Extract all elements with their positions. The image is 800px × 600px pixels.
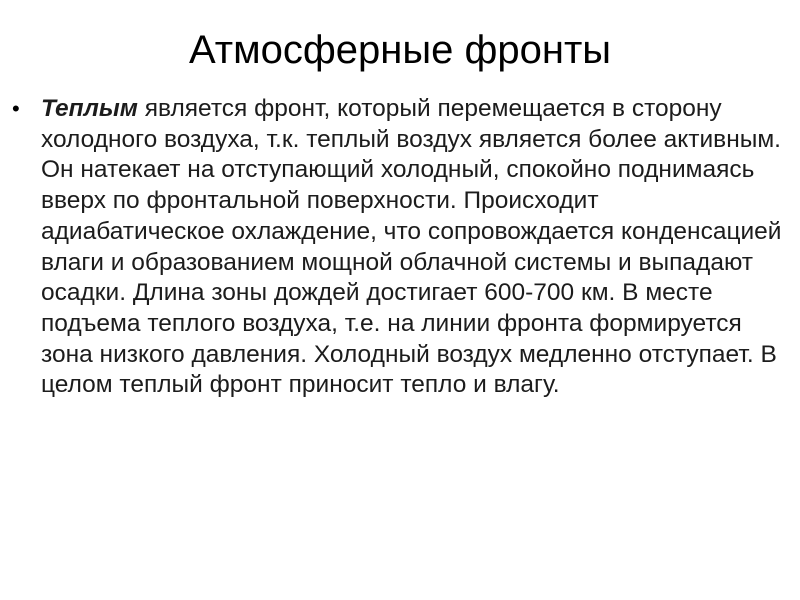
paragraph-lead-term: Теплым: [41, 95, 138, 122]
slide-title: Атмосферные фронты: [188, 28, 612, 72]
slide-body: [12, 94, 788, 401]
paragraph-text: является фронт, который перемещается в сторону холодного воздуха, т.к. теплый воздух является более активным. Он натекает на отступающий холодный, спокойно поднимаясь вверх по фронтальной поверхности. Происходит адиабатическое охлаждение, что сопровождается конденсацией влаги и образованием мощной облачной системы и выпадают осадки. Длина зоны дождей достигает 600-700 км. В месте подъема теплого воздуха, т.е. на линии фронта формируется зона низкого давления. Холодный воздух медленно отступает. В целом теплый фронт приносит тепло и влагу.: [41, 95, 782, 399]
bullet-marker: •: [12, 96, 20, 121]
bullet-paragraph: [12, 94, 788, 401]
